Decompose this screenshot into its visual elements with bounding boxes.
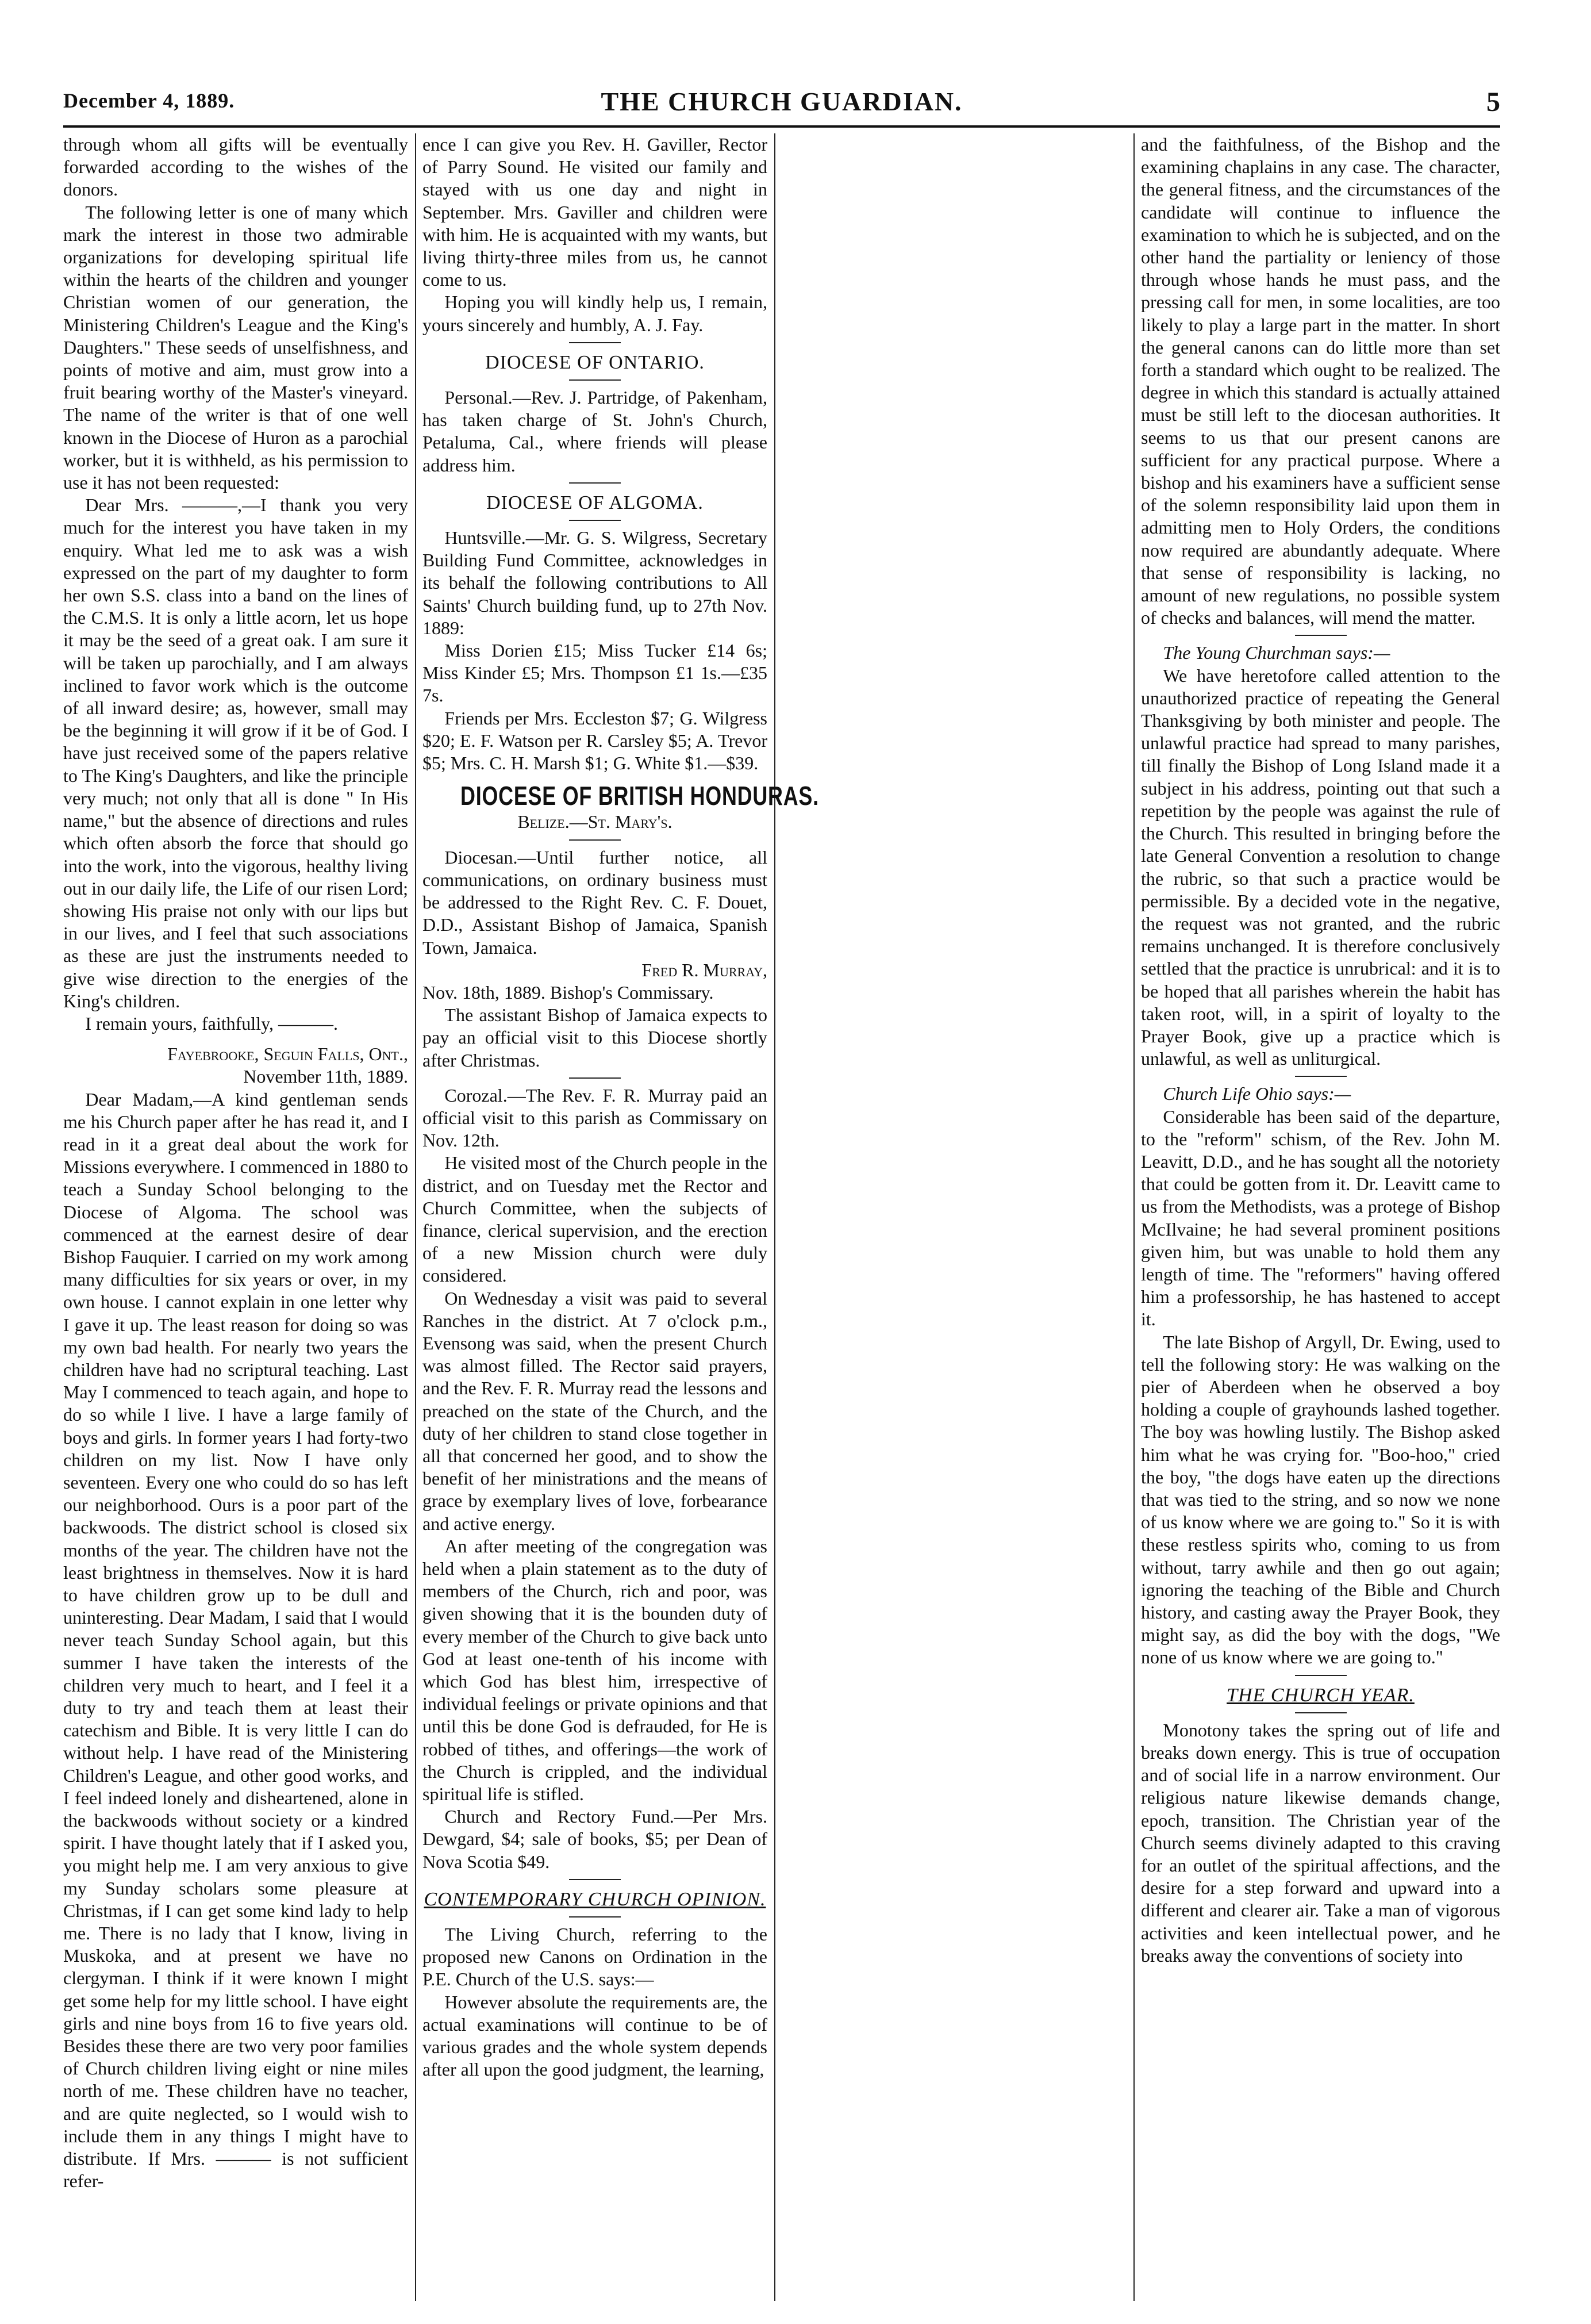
section-heading-algoma: DIOCESE OF ALGOMA. [486, 492, 704, 513]
paragraph: Considerable has been said of the departure, to the "reform" schism, of the Rev. John M. Leavitt, D.D., and he has sought all the notoriety that could be gotten from it. Dr. Leavitt came to us from the Methodists, was a protege of Bishop McIlvaine; he had several prominent positions given him, but was unable to hold them any length of time. The "reformers" having offered him a professorship, he has hastened to accept it. [1141, 1106, 1500, 1330]
letter-address: Fayebrooke, Seguin Falls, Ont., [167, 1044, 408, 1065]
paragraph: Diocesan.—Until further notice, all communications, on ordinary business must be addressed to the Right Rev. C. F. Douet, D.D., Assistant Bishop of Jamaica, Spanish Town, Jamaica. [422, 846, 767, 958]
signature-name: Fred R. Murray, [641, 959, 767, 980]
quote-source: Church Life Ohio says:— [1163, 1083, 1351, 1105]
paragraph: The following letter is one of many which mark the interest in those two admirable organizations for developing spiritual life within the hearts of the children and younger Christian women of our generation, the Ministering Children's League and the King's Daughters." These seeds of unselfishness, and points of motive and aim, must grow into a fruit bearing worthy of the Master's vineyard. The name of the writer is that of one well known in the Diocese of Huron as a parochial worker, but it is withheld, as his permission to use it has not been requested: [63, 201, 408, 493]
letter-signoff: Hoping you will kindly help us, I remain, yours sincerely and humbly, A. J. Fay. [422, 292, 767, 335]
paragraph: Miss Dorien £15; Miss Tucker £14 6s; Miss Kinder £5; Mrs. Thompson £1 1s.—£35 7s. [422, 640, 767, 706]
letter-date: November 11th, 1889. [243, 1066, 408, 1087]
column-1 [63, 133, 408, 2301]
column-2 [422, 133, 819, 2301]
paragraph: and the faithfulness, of the Bishop and the examining chaplains in any case. The character, the general fitness, and the circumstances of the candidate will continue to influence the examination to which he is subjected, and on the other hand the partiality or leniency of those through whose hands he must pass, and the pressing call for men, in some localities, are too likely to play a large part in the matter. In short the general canons can do little more than set forth a standard which ought to be realized. The degree in which this standard is actually attained must be still left to the diocesan authorities. It seems to us that our present canons are sufficient for any practical purpose. Where a bishop and his examiners have a sufficient sense of the solemn responsibility laid upon them in admitting men to Holy Orders, the conditions now required are abundantly adequate. Where that sense of responsibility is lacking, no amount of new regulations, no possible system of checks and balances, will mend the matter. [1141, 134, 1500, 628]
column-3 [1141, 133, 1500, 2301]
paragraph: through whom all gifts will be eventually forwarded according to the wishes of the donors. [63, 134, 408, 200]
paragraph: Friends per Mrs. Eccleston $7; G. Wilgress $20; E. F. Watson per R. Carsley $5; A. Trevor $5; Mrs. C. H. Marsh $1; G. White $1.—$39. [422, 707, 767, 774]
letter-closing: I remain yours, faithfully, ———. [85, 1013, 338, 1034]
column-divider [774, 133, 775, 2301]
paragraph: Personal.—Rev. J. Partridge, of Pakenham, has taken charge of St. John's Church, Petaluma, Cal., where friends will please address him. [422, 387, 767, 475]
quote-source: The Young Churchman says:— [1163, 642, 1390, 664]
separator-rule [569, 520, 621, 521]
letter-paragraph: Dear Mrs. ———,—I thank you very much for the interest you have taken in my enquiry. What led me to ask was a wish expressed on the part of my daughter to form her own S.S. class into a band on the lines of the C.M.S. It is only a little acorn, let us hope it may be the seed of a great oak. I am sure it will be taken up parochially, and I am always inclined to favor work which is the outcome of all inward desire; as, however, small may be the beginning it will grow if it be of God. I have just received some of the papers relative to The King's Daughters, and like the principle very much; not only that all is done " In His name," but the absence of directions and rules which often absorb the force that should go into the work, into the vigorous, healthy living out in our daily life, the Life of our risen Lord; showing His praise not only with our lips but in our lives, and I feel that such associations as these are just the instruments needed to give wise direction to the energies of the King's children. [63, 494, 408, 1011]
header-rule [63, 125, 1500, 128]
paragraph: He visited most of the Church people in the district, and on Tuesday met the Rector and Church Committee, when the subjects of finance, clerical supervision, and the erection of a new Mission church were duly considered. [422, 1152, 767, 1286]
paragraph: Huntsville.—Mr. G. S. Wilgress, Secretary Building Fund Committee, acknowledges in its behalf the following contributions to All Saints' Church building fund, up to 27th Nov. 1889: [422, 527, 767, 638]
subheading-belize: Belize.—St. Mary's. [517, 811, 672, 833]
separator-rule [569, 379, 621, 381]
separator-rule [1295, 1675, 1347, 1676]
signature-date: Nov. 18th, 1889. Bishop's Commissary. [422, 981, 714, 1003]
paragraph: On Wednesday a visit was paid to several Ranches in the district. At 7 o'clock p.m., Evensong was said, when the present Church was almost filled. The Rector said prayers, and the Rev. F. R. Murray read the lessons and preached on the state of the Church, and the duty of her children to stand close together in all that concerned her good, and to show the benefit of her ministrations and the means of grace by exemplary lives of love, forbearance and active energy. [422, 1287, 767, 1534]
column-divider [415, 133, 416, 2301]
paragraph: The late Bishop of Argyll, Dr. Ewing, used to tell the following story: He was walking on the pier of Aberdeen when he observed a boy holding a couple of grayhounds lashed together. The boy was howling lustily. The Bishop asked him what he was crying for. "Boo-hoo," cried the boy, "the dogs have eaten up the directions that was tied to the string, and so now we none of us know where we are going to." So it is with these restless spirits who, coming to us from without, tarry awhile and then go out again; ignoring the teaching of the Bible and Church history, and casting away the Prayer Book, they might say, as did the boy with the dogs, "We none of us know where we are going to." [1141, 1331, 1500, 1668]
paragraph: An after meeting of the congregation was held when a plain statement as to the duty of members of the Church, rich and poor, was given showing that it is the bounden duty of every member of the Church to give back unto God at least one-tenth of his income with which God has blest him, irrespective of individual feelings or private opinions and that until this be done God is defrauded, for He is robbed of tithes, and offerings—the work of the Church is crippled, and the individual spiritual life is stifled. [422, 1535, 767, 1805]
separator-rule [569, 1077, 621, 1079]
paragraph: The Living Church, referring to the proposed new Canons on Ordination in the P.E. Church of the U.S. says:— [422, 1924, 767, 1990]
section-heading-british-honduras: DIOCESE OF BRITISH HONDURAS. [460, 781, 819, 811]
separator-rule [569, 342, 621, 343]
paragraph: The assistant Bishop of Jamaica expects to pay an official visit to this Diocese shortly after Christmas. [422, 1004, 767, 1071]
paragraph: Corozal.—The Rev. F. R. Murray paid an official visit to this parish as Commissary on Nov. 12th. [422, 1084, 767, 1151]
separator-rule [1295, 1076, 1347, 1077]
paragraph: ence I can give you Rev. H. Gaviller, Rector of Parry Sound. He visited our family and stayed with us one day and night in September. Mrs. Gaviller and children were with him. He is acquainted with my wants, but living thirty-three miles from us, he cannot come to us. [422, 134, 767, 290]
paragraph: However absolute the requirements are, the actual examinations will continue to be of various grades and the whole system depends after all upon the good judgment, the learning, [422, 1991, 767, 2080]
separator-rule [1295, 1712, 1347, 1713]
section-heading-contemporary-opinion: CONTEMPORARY CHURCH OPINION. [424, 1888, 766, 1910]
letter-paragraph: Dear Madam,—A kind gentleman sends me his Church paper after he has read it, and I read in it a great deal about the work for Missions everywhere. I commenced in 1880 to teach a Sunday School belonging to the Diocese of Algoma. The school was commenced at the earnest desire of dear Bishop Fauquier. I carried on my work among many difficulties for six years or over, in my own house. I cannot explain in one letter why I gave it up. The least reason for doing so was my own bad health. For nearly two years the children have had no scriptural teaching. Last May I commenced to teach again, and hope to do so while I live. I have a large family of boys and girls. In former years I had forty-two children on my list. Now I have only seventeen. Every one who could do so has left our neighborhood. Ours is a poor part of the backwoods. The district school is closed six months of the year. The children have not the least brightness in themselves. Now it is hard to have children grow up to be dull and uninteresting. Dear Madam, I said that I would never teach Sunday School again, but this summer I have taken the interests of the children very much to heart, and I feel it a duty to try and teach them at least their catechism and Bible. It is very little I can do without help. I have read of the Ministering Children's League, and other good works, and I feel indeed lonely and disheartened, alone in the backwoods without society or a kindred spirit. I have thought lately that if I asked you, you might help me. I am very anxious to give my Sunday scholars some pleasure at Christmas, if I can get some kind lady to help me. There is no lady that I know, living in Muskoka, and at present we have no clergyman. I think if it were known I might get some help for my little school. I have eight girls and nine boys from 16 to five years old. Besides these there are two very poor families of Church children living eight or nine miles north of me. These children have no teacher, and are quite neglected, so I would wish to include them in any things I might have to distribute. If Mrs. ——— is not sufficient refer- [63, 1088, 408, 2192]
section-heading-ontario: DIOCESE OF ONTARIO. [485, 351, 705, 373]
separator-rule [569, 482, 621, 484]
page-header [63, 86, 1500, 121]
paragraph: We have heretofore called attention to the unauthorized practice of repeating the General Thanksgiving by both minister and people. The unlawful practice had spread to many parishes, till finally the Bishop of Long Island made it a subject in his address, pointing out that such a repetition by the people was against the rule of the Church. This resulted in bringing before the late General Convention a resolution to change the rubric, so that such a practice would be permissible. By a decided vote in the negative, the request was not granted, and the rubric remains unchanged. It is therefore conclusively settled that the practice is unrubrical: and it is to be hoped that all parishes wherein the habit has taken root, will, in a spirit of loyalty to the Prayer Book, give up a practice which is unlawful, as well as unliturgical. [1141, 665, 1500, 1069]
issue-date: December 4, 1889. [63, 89, 235, 112]
newspaper-title: THE CHURCH GUARDIAN. [601, 87, 963, 116]
separator-rule [1295, 635, 1347, 636]
section-heading-church-year: THE CHURCH YEAR. [1227, 1684, 1415, 1706]
separator-rule [569, 839, 621, 841]
separator-rule [569, 1879, 621, 1880]
page-number: 5 [1486, 87, 1500, 117]
separator-rule [569, 1916, 621, 1918]
column-divider [1133, 133, 1135, 2301]
paragraph: Church and Rectory Fund.—Per Mrs. Dewgard, $4; sale of books, $5; per Dean of Nova Scotia $49. [422, 1806, 767, 1872]
paragraph: Monotony takes the spring out of life and breaks down energy. This is true of occupation and of social life in a narrow environment. Our religious nature likewise demands change, epoch, transition. The Christian year of the Church seems divinely adapted to this craving for an outlet of the spiritual affections, and the desire for a step forward and upward into a different and clearer air. Take a man of vigorous activities and keen intellectual power, and he breaks away the conventions of society into [1141, 1719, 1500, 1966]
